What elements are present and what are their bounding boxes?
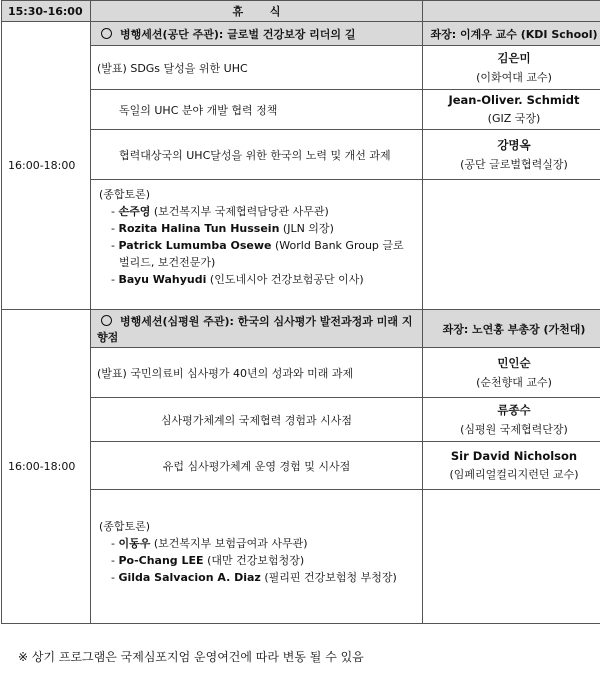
speaker-cell — [423, 130, 600, 180]
speaker-affiliation: (공단 글로벌협력실장) — [460, 158, 568, 171]
table-row — [2, 442, 600, 490]
discussant-name: Bayu Wahyudi — [118, 273, 207, 286]
discussion-row — [2, 180, 600, 310]
discussant-affiliation: (대만 건강보험청장) — [207, 554, 305, 567]
discussant-affiliation: (인도네시아 건강보험공단 이사) — [209, 273, 364, 286]
session1-chair: 좌장: 이계우 교수 (KDI School) — [423, 22, 600, 46]
talk-title: 심사평가체계의 국제협력 경험과 시사점 — [91, 398, 423, 442]
break-label: 휴 식 — [91, 1, 423, 22]
discussant-affiliation: (World Bank Group 글로벌리드, 보건전문가) — [119, 239, 404, 269]
speaker-name: Sir David Nicholson — [450, 449, 578, 463]
session2-title: 병행세션(심평원 주관): 한국의 심사평가 발전과정과 미래 지향점 — [97, 314, 413, 344]
talk-title: (발표) SDGs 달성을 위한 UHC — [91, 46, 423, 90]
list-item: - Gilda Salvacion A. Diaz (필리핀 건강보험청 부청장) — [111, 571, 397, 584]
speaker-affiliation: (임페리얼컬리지런던 교수) — [449, 468, 579, 481]
session1-time: 16:00-18:00 — [2, 22, 91, 310]
session2-time: 16:00-18:00 — [2, 310, 91, 624]
discussant-affiliation: (필리핀 건강보험청 부청장) — [264, 571, 397, 584]
break-row — [2, 1, 600, 22]
session1-header-row — [2, 22, 600, 46]
session2-header-row — [2, 310, 600, 348]
discussant-list — [99, 535, 414, 586]
speaker-cell — [423, 442, 600, 490]
list-item: - Rozita Halina Tun Hussein (JLN 의장) — [111, 222, 334, 235]
speaker-name: 류종수 — [497, 403, 531, 417]
discussion-row — [2, 490, 600, 624]
list-item: - Po-Chang LEE (대만 건강보험청장) — [111, 554, 305, 567]
table-row — [2, 90, 600, 130]
discussion-label: (종합토론) — [99, 188, 151, 201]
session1-title-cell — [91, 22, 423, 46]
session1-title: 병행세션(공단 주관): 글로벌 건강보장 리더의 길 — [120, 27, 356, 41]
session2-chair: 좌장: 노연홍 부총장 (가천대) — [423, 310, 600, 348]
discussant-affiliation: (보건복지부 국제협력담당관 사무관) — [153, 205, 329, 218]
speaker-cell — [423, 90, 600, 130]
discussant-name: 손주영 — [118, 205, 151, 218]
break-time: 15:30-16:00 — [2, 1, 91, 22]
talk-title: (발표) 국민의료비 심사평가 40년의 성과와 미래 과제 — [91, 348, 423, 398]
table-row — [2, 130, 600, 180]
footnote: ※ 상기 프로그램은 국제심포지엄 운영여건에 따라 변동 될 수 있음 — [18, 650, 364, 664]
discussant-list — [99, 203, 414, 288]
table-row — [2, 398, 600, 442]
discussant-name: Patrick Lumumba Osewe — [118, 239, 272, 252]
list-item: - 이동우 (보건복지부 보험급여과 사무관) — [111, 537, 308, 550]
speaker-name: Jean-Oliver. Schmidt — [448, 93, 580, 107]
speaker-affiliation: (GIZ 국장) — [487, 112, 541, 125]
talk-title: 독일의 UHC 분야 개발 협력 정책 — [91, 90, 423, 130]
speaker-affiliation: (순천향대 교수) — [476, 376, 552, 389]
table-row — [2, 46, 600, 90]
speaker-cell — [423, 348, 600, 398]
speaker-name: 강명옥 — [497, 138, 531, 152]
discussion-label: (종합토론) — [99, 520, 151, 533]
discussant-name: Rozita Halina Tun Hussein — [118, 222, 280, 235]
speaker-affiliation: (이화여대 교수) — [476, 71, 552, 84]
speaker-name: 김은미 — [497, 51, 531, 65]
speaker-cell — [423, 398, 600, 442]
discussant-affiliation: (JLN 의장) — [282, 222, 334, 235]
discussant-affiliation: (보건복지부 보험급여과 사무관) — [153, 537, 308, 550]
talk-title: 유럽 심사평가체계 운영 경험 및 시사점 — [91, 442, 423, 490]
discussant-name: Gilda Salvacion A. Diaz — [118, 571, 261, 584]
discussion-cell — [91, 180, 423, 310]
circle-bullet-icon — [101, 28, 112, 39]
speaker-cell — [423, 46, 600, 90]
list-item: - 손주영 (보건복지부 국제협력담당관 사무관) — [111, 205, 329, 218]
list-item: - Patrick Lumumba Osewe (World Bank Group 글로벌리드, 보건전문가) — [111, 239, 404, 269]
list-item: - Bayu Wahyudi (인도네시아 건강보험공단 이사) — [111, 273, 364, 286]
discussant-name: 이동우 — [118, 537, 151, 550]
discussant-name: Po-Chang LEE — [118, 554, 204, 567]
table-row — [2, 348, 600, 398]
speaker-affiliation: (심평원 국제협력단장) — [460, 423, 568, 436]
program-table — [1, 0, 600, 624]
circle-bullet-icon — [101, 315, 112, 326]
discussion-cell — [91, 490, 423, 624]
session2-title-cell — [91, 310, 423, 348]
speaker-name: 민인순 — [497, 356, 531, 370]
talk-title: 협력대상국의 UHC달성을 위한 한국의 노력 및 개선 과제 — [91, 130, 423, 180]
